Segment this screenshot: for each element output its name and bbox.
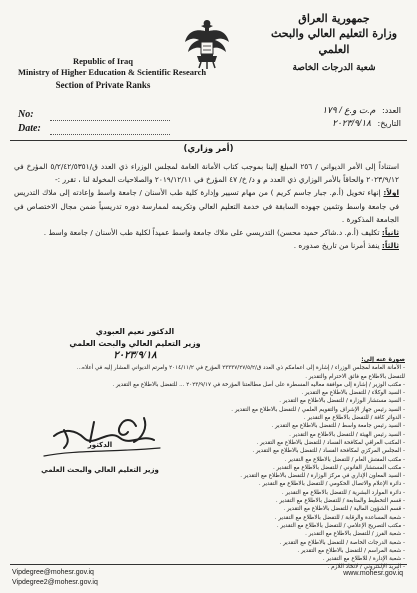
stamp-position: وزير التعليم العالي والبحث العلمي [41, 466, 159, 474]
number-label-ar: العدد: [382, 106, 401, 115]
distribution-item: - السيد مستشار الوزارة / للتفضل بالاطلاع مع التقدير . [279, 398, 405, 405]
footer-email-1[interactable]: Vipdegree@mohesr.gov.iq [12, 569, 94, 576]
distribution-item: - السيد رئيس جامعة واسط / للتفضل بالاطلاع مع التقدير . [271, 423, 405, 430]
number-row-ar [322, 104, 401, 117]
ministry-name-ar: وزارة التعليم العالي والبحث العلمي [270, 27, 398, 56]
iraq-eagle-emblem-icon [183, 16, 231, 72]
distribution-item: - قسم التخطيط والمتابعة / للتفضل بالاطلاع مع التقدير . [275, 498, 405, 505]
header-arabic [259, 12, 409, 75]
header-divider [10, 140, 407, 141]
date-dotted-line [50, 134, 170, 135]
distribution-item: - السيد رئيس جهاز الإشراف والتقويم العلمي / للتفضل بالاطلاع مع التقدير . [231, 406, 405, 413]
distribution-item: - المكتب العراقي لمكافحة الفساد / للتفضل بالاطلاع مع التقدير . [256, 439, 405, 446]
intro-paragraph: استناداً إلى الأمر الديواني / ٢٥٦ المبلغ إلينا بموجب كتاب الأمانة العامة لمجلس الوزراء ذي العدد ق/٥/٢/٤٢/٥٣٥١ المؤرخ في ٢٠٢٣/٩/١٢ والحاقاً بالأمر الوزاري ذي العدد م و د/ خ/ ٤٧ المؤرخ في ٢٠١٩/١٢/١١ والصلاحيات المخولة لنا ، تقرر :- [14, 162, 399, 185]
signature-stamp-text [30, 440, 170, 476]
date-row-ar [322, 117, 401, 130]
stamp-title: الدكتور [87, 441, 113, 449]
distribution-item: - مكتب التصريح الإعلامي / للتفضل بالاطلاع مع التقدير . [276, 522, 405, 529]
distribution-item: - شعبة الدرجات الخاصة / للتفضل بالاطلاع مع التقدير . [279, 539, 405, 546]
section-name-en: Section of Private Ranks [55, 80, 151, 90]
header-english [18, 56, 207, 91]
clause-third-label: ثالثاً: [381, 241, 399, 251]
clause-second-label: ثانياً: [381, 228, 399, 238]
distribution-item: - شعبة الإدارة / للاطلاع مع التقدير . [322, 556, 405, 563]
distribution-item: - البريد الإلكتروني / لاتخاذ اللازم . [327, 564, 405, 571]
clause-first-text: إنهاء تخويل (أ.م. جبار جاسم كريم ) من مهام تسيير وإدارة كلية طب الأسنان / جامعة واسط وإعادته إلى ملاك التدريس في جامعة واسط وتثمين جهوده السابقة في خدمة التعليم العالي وتكريمه لممارسة دوره تدريسياً ضمن مجال الاختصاص في الجامعة المذكورة . [14, 188, 399, 224]
distribution-item: - شعبة المراسم / للتفضل بالاطلاع مع التقدير . [297, 547, 405, 554]
distribution-item: - السيد المعاون الإداري في مركز الوزارة / للتفضل بالاطلاع مع التقدير . [240, 473, 405, 480]
distribution-item: للتفضل بالاطلاع مع فائق الاحترام والتقدير . [305, 373, 405, 380]
clause-third [14, 239, 399, 252]
signatory-position: وزير التعليم العالي والبحث العلمي [69, 339, 201, 348]
distribution-item: - مكتب المفتش العام / للتفضل بالاطلاع مع التقدير . [284, 456, 405, 463]
distribution-item: - المجلس المركزي لمكافحة الفساد / للتفضل بالاطلاع مع التقدير . [252, 448, 405, 455]
distribution-item: - السيد الوكلاء / للتفضل بالاطلاع مع التقدير . [301, 390, 405, 397]
clause-second-text: تكليف (أ.م. د.شاكر حميد محسن) التدريسي على ملاك جامعة واسط عميداً لكلية طب الأسنان / جامعة واسط . [43, 228, 380, 238]
number-dotted-line [50, 120, 170, 121]
distribution-item: - السيد رئيس الهيئة / للتفضل بالاطلاع مع التقدير . [289, 431, 405, 438]
distribution-heading: صورة عنه إلى: [361, 356, 405, 363]
date-label-ar: التاريخ: [377, 119, 401, 128]
footer-website[interactable]: www.mohesr.gov.iq [343, 570, 403, 577]
country-name-ar: جمهورية العراق [298, 12, 370, 25]
document-body [14, 160, 399, 252]
distribution-item: - دائرة الموارد البشرية / للتفضل بالاطلاع مع التقدير . [281, 489, 405, 496]
number-label-en: No: [18, 109, 34, 120]
reference-arabic [322, 104, 401, 130]
distribution-item: - دائرة الإعلام والاتصال الحكومي / للتفضل بالاطلاع مع التقدير . [258, 481, 405, 488]
document-title: (أمر وزاري) [183, 144, 234, 154]
reference-english [18, 108, 41, 136]
date-label-en: Date: [18, 123, 41, 134]
clause-first [14, 186, 399, 226]
distribution-item: - مكتب المستشار القانوني / للتفضل بالاطلاع مع التقدير . [272, 464, 405, 471]
footer-emails [12, 568, 98, 588]
footer-email-2[interactable]: Vipdegree2@mohesr.gov.iq [12, 579, 98, 586]
distribution-item: - قسم الشؤون المالية / للتفضل بالاطلاع مع التقدير . [283, 506, 405, 513]
footer-divider [10, 564, 407, 565]
distribution-item: - الدوائر كافة / للتفضل بالاطلاع مع التقدير . [303, 415, 405, 422]
clause-first-label: اولاً: [383, 188, 399, 198]
stamp-name-spacer [30, 451, 170, 465]
number-value-ar: م.ت و.ع / ١٧٩ [322, 105, 376, 115]
distribution-item: - مكتب الوزير / إشارة إلى موافقة معاليه المسطرة على أصل مطالعتنا المؤرخة في ٢٠٢٣/٩/١٧ ... للتفضل بالاطلاع مع التقدير . [112, 381, 405, 388]
distribution-item: - شعبة الفرز / للتفضل بالاطلاع مع التقدير . [305, 531, 405, 538]
distribution-item: - شعبة المساعدة والرقابة / للتفضل بالاطلاع مع التقدير . [274, 514, 405, 521]
clause-second [14, 226, 399, 239]
clause-third-text: ينفذ أمرنا من تاريخ صدوره . [293, 241, 380, 251]
signatory-name: الدكتور نعيم العبودي [95, 327, 175, 336]
distribution-item: - الأمانة العامة لمجلس الوزراء / إشارة إلى اعمامكم ذي العدد ق/٢٣٣٣٧/٢٧/٥/٢ المؤرخ في ٢٠١٤/١١/٢ وامرتم الديواني المشار إليه في أعلاه... [76, 365, 405, 372]
date-value-ar: ٢٠٢٣/٩/١٨ [332, 118, 371, 128]
section-name-ar: شعبة الدرجات الخاصة [292, 63, 376, 73]
signature-date: ٢٠٢٣/٩/١٨ [113, 350, 157, 361]
country-name-en: Republic of Iraq [73, 56, 133, 66]
ministry-name-en: Ministry of Higher Education & Scientific Research [18, 67, 207, 77]
